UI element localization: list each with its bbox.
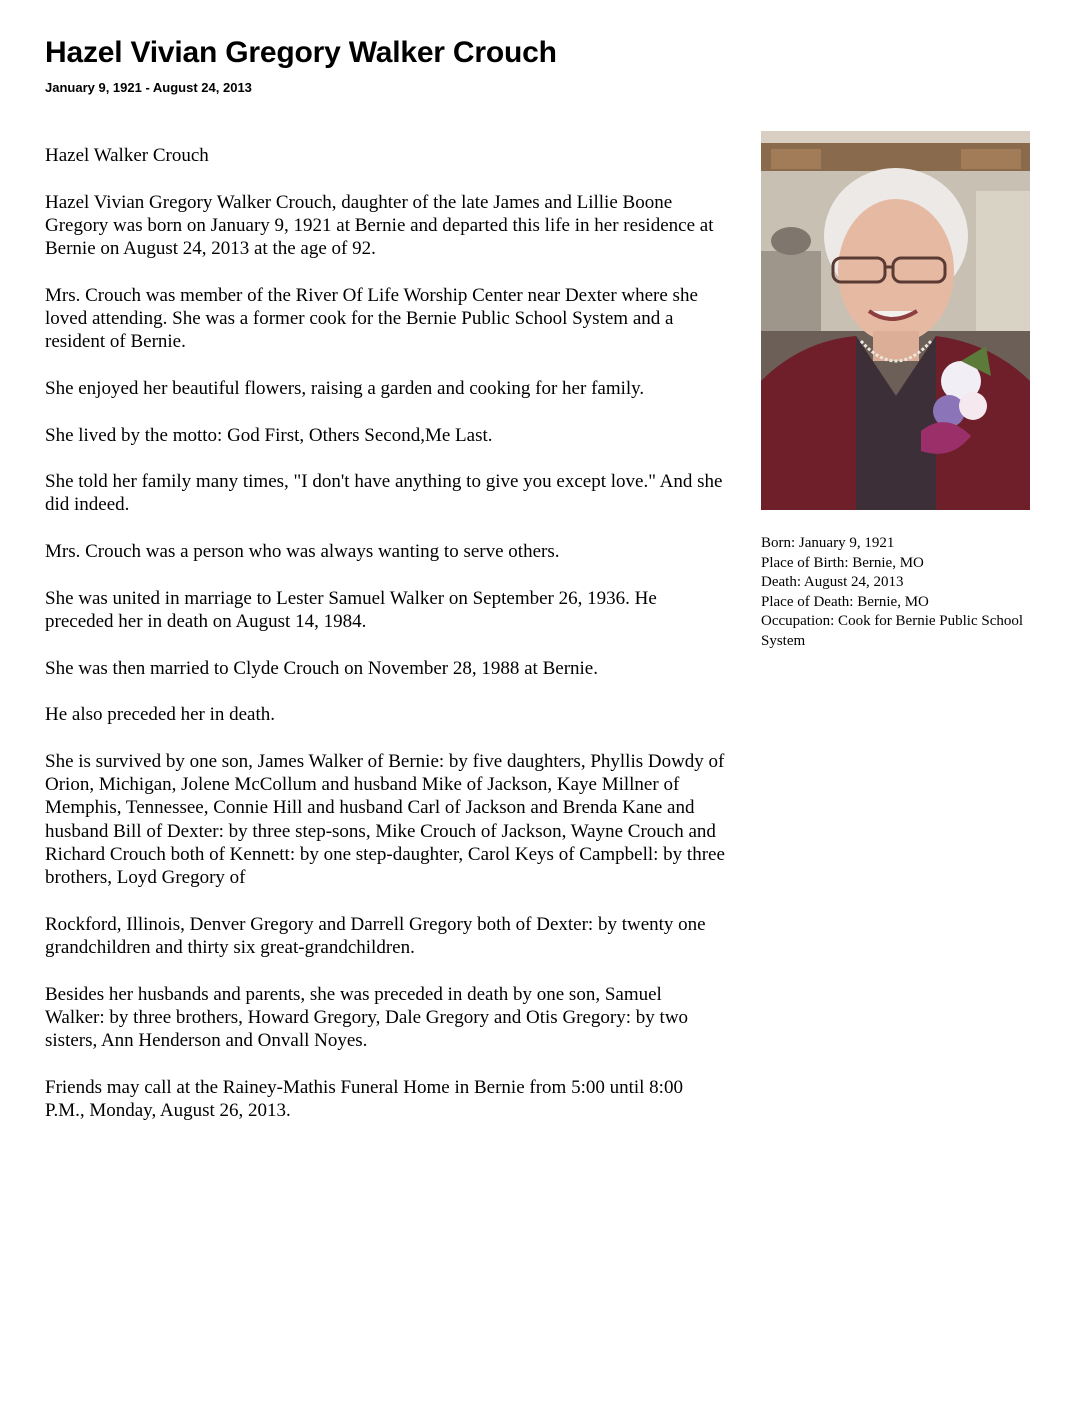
portrait-photo [761, 131, 1030, 510]
obituary-text [45, 144, 725, 1146]
fact-place-of-death: Place of Death: Bernie, MO [761, 593, 929, 610]
fact-occupation: Occupation: Cook for Bernie Public School System [761, 613, 1024, 649]
obituary-paragraph: Friends may call at the Rainey-Mathis Funeral Home in Bernie from 5:00 until 8:00 P.M., Monday, August 26, 2013. [45, 1076, 683, 1122]
obituary-paragraph: She enjoyed her beautiful flowers, raising a garden and cooking for her family. [45, 377, 645, 399]
obituary-paragraph: She lived by the motto: God First, Others Second,Me Last. [45, 424, 493, 446]
page-title: Hazel Vivian Gregory Walker Crouch [45, 36, 557, 69]
obituary-paragraph: Rockford, Illinois, Denver Gregory and Darrell Gregory both of Dexter: by twenty one grandchildren and thirty six great-grandchildren. [45, 913, 706, 959]
fact-born: Born: January 9, 1921 [761, 535, 895, 551]
obituary-paragraph: She is survived by one son, James Walker of Bernie: by five daughters, Phyllis Dowdy of Orion, Michigan, Jolene McCollum and husband Mike of Jackson, Kaye Millner of Memphis, Tennessee, Connie Hill and husband Carl of Jackson and Brenda Kane and husband Bill of Dexter: by three step-sons, Mike Crouch of Jackson, Wayne Crouch and Richard Crouch both of Kennett: by one step-daughter, Carol Keys of Campbell: by three brothers, Loyd Gregory of [45, 750, 725, 889]
obituary-paragraph: He also preceded her in death. [45, 704, 276, 726]
obituary-paragraph: She told her family many times, "I don't have anything to give you except love." And she did indeed. [45, 471, 723, 516]
obituary-paragraph: Mrs. Crouch was a person who was always wanting to serve others. [45, 541, 560, 563]
portrait-illustration [761, 131, 1030, 510]
obituary-paragraph: She was then married to Clyde Crouch on November 28, 1988 at Bernie. [45, 657, 598, 679]
obituary-paragraph: Mrs. Crouch was member of the River Of Life Worship Center near Dexter where she loved attending. She was a former cook for the Bernie Public School System and a resident of Bernie. [45, 284, 698, 353]
vital-facts [761, 534, 1061, 651]
life-dates: January 9, 1921 - August 24, 2013 [45, 80, 252, 95]
obituary-paragraph: Besides her husbands and parents, she was preceded in death by one son, Samuel Walker: by three brothers, Howard Gregory, Dale Gregory and Otis Gregory: by two sisters, Ann Henderson and Onvall Noyes. [45, 983, 689, 1052]
obituary-heading: Hazel Walker Crouch [45, 145, 209, 166]
obituary-paragraph: Hazel Vivian Gregory Walker Crouch, daughter of the late James and Lillie Boone Gregory was born on January 9, 1921 at Bernie and departed this life in her residence at Bernie on August 24, 2013 at the age of 92. [45, 191, 714, 260]
fact-death: Death: August 24, 2013 [761, 574, 904, 590]
fact-place-of-birth: Place of Birth: Bernie, MO [761, 554, 924, 571]
obituary-paragraph: She was united in marriage to Lester Samuel Walker on September 26, 1936. He preceded her in death on August 14, 1984. [45, 587, 657, 632]
